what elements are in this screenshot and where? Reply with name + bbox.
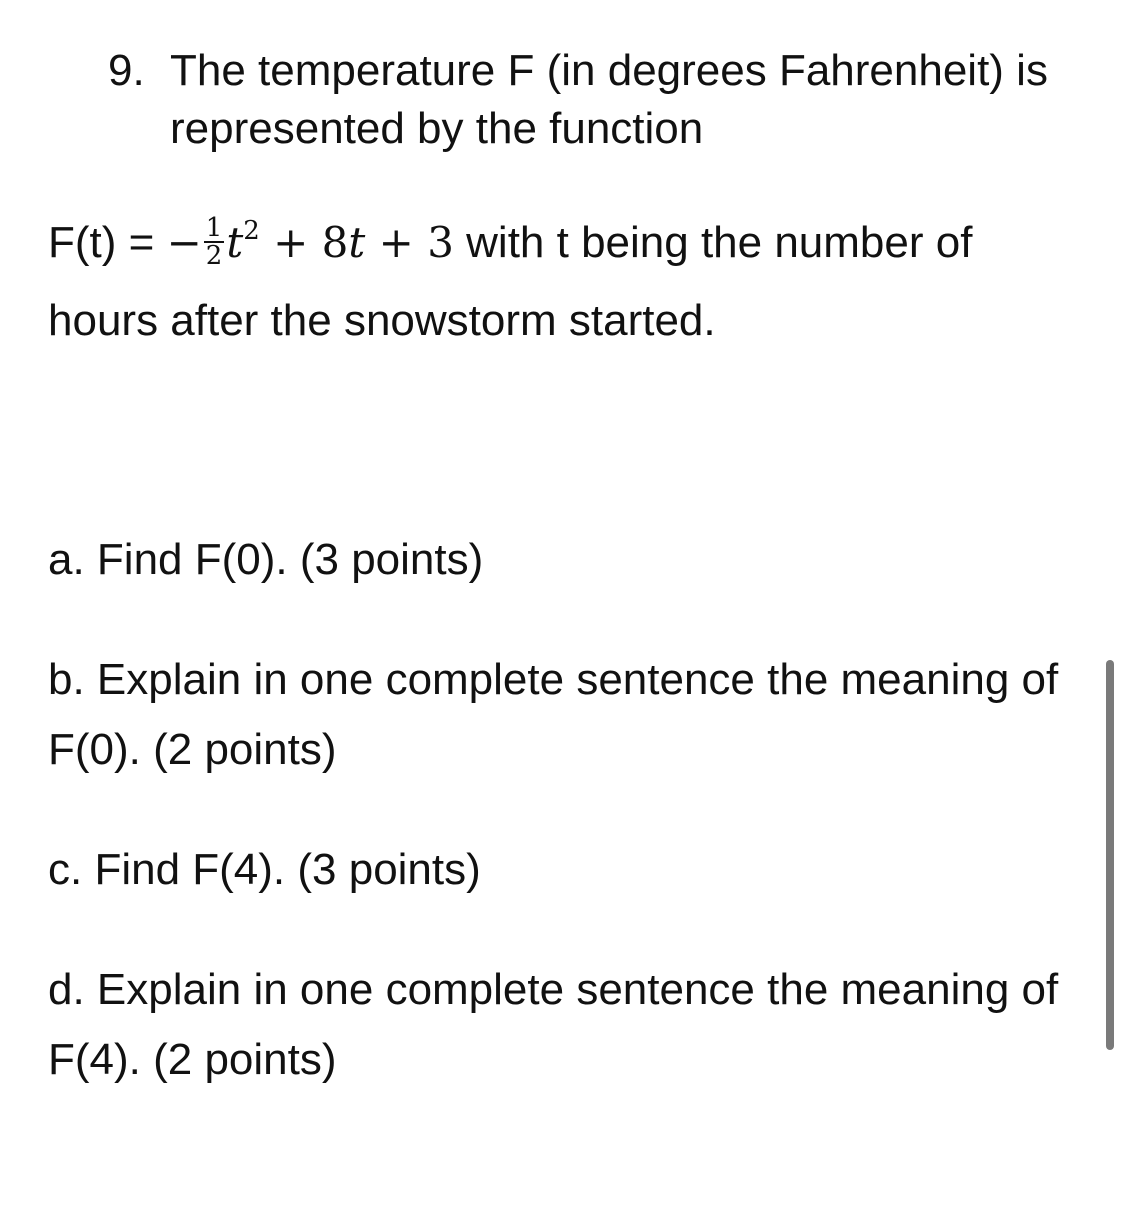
- formula-exponent: 2: [243, 216, 260, 246]
- scrollbar[interactable]: [1106, 660, 1114, 1050]
- formula-lhs: F(t) =: [48, 218, 167, 267]
- part-b: b. Explain in one complete sentence the meaning of F(0). (2 points): [48, 655, 1059, 774]
- formula-tail: with t being the number of: [453, 218, 973, 267]
- formula-constant: 3: [427, 218, 454, 267]
- part-c: c. Find F(4). (3 points): [48, 845, 481, 894]
- question-continuation: hours after the snowstorm started.: [48, 296, 716, 345]
- part-a: a. Find F(0). (3 points): [48, 535, 484, 584]
- formula-variable-2: t: [348, 218, 366, 267]
- formula-expression: [166, 213, 454, 271]
- formula-coefficient: 8: [321, 218, 349, 267]
- question-header: [108, 42, 1088, 158]
- formula-minus: −: [166, 218, 202, 267]
- formula-variable: t: [226, 218, 244, 267]
- formula-plus-2: +: [365, 218, 428, 267]
- formula-line: [48, 214, 1108, 273]
- question-number: 9.: [108, 46, 145, 95]
- fraction-numerator: 1: [205, 213, 223, 243]
- fraction-denominator: 2: [205, 241, 223, 271]
- formula-fraction: [204, 215, 225, 269]
- question-intro: The temperature F (in degrees Fahrenheit) is represented by the function: [170, 46, 1048, 153]
- formula-plus-1: +: [259, 218, 322, 267]
- part-d: d. Explain in one complete sentence the meaning of F(4). (2 points): [48, 965, 1059, 1084]
